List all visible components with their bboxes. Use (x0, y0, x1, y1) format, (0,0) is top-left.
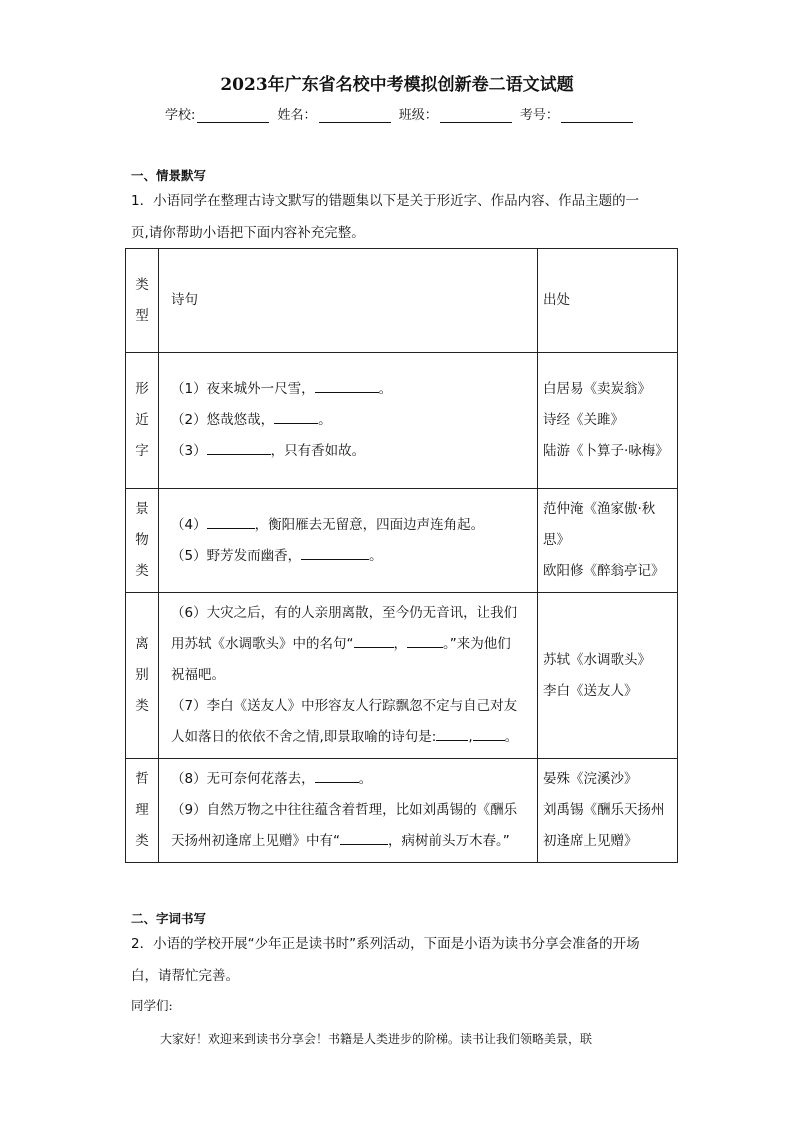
name-label: 姓名： (277, 108, 317, 123)
answer-blank[interactable] (473, 726, 505, 741)
poem-table (125, 248, 678, 863)
speech-greeting: 同学们: (131, 998, 173, 1013)
poem-cell: （4） ，衡阳雁去无留意，四面边声连角起。 （5）野芳发而幽香， 。 (159, 489, 538, 593)
table-row (126, 593, 678, 759)
school-label: 学校: (165, 108, 196, 123)
exam-no-blank (561, 108, 633, 123)
type-cell: 形 近 字 (126, 353, 159, 489)
type-cell: 景 物 类 (126, 489, 159, 593)
question-1-line-2: 页,请你帮助小语把下面内容补充完整。 (131, 225, 365, 241)
header-type-cell: 类 型 (126, 249, 159, 353)
question-2-prompt (131, 928, 671, 992)
answer-blank[interactable] (274, 409, 318, 424)
answer-blank[interactable] (340, 830, 388, 845)
answer-blank[interactable] (301, 545, 369, 560)
poem-cell: （8）无可奈何花落去， 。 （9）自然万物之中往往蕴含着哲理，比如刘禹锡的《酬乐 天扬州初逢席上见赠》中有“ ，病树前头万木春。” (159, 759, 538, 863)
question-1-prompt (131, 185, 671, 249)
source-cell: 范仲淹《渔家傲·秋 思》 欧阳修《醉翁亭记》 (538, 489, 678, 593)
name-blank (319, 108, 391, 123)
answer-blank[interactable] (436, 726, 468, 741)
page-title: 2023年广东省名校中考模拟创新卷二语文试题 (220, 75, 574, 95)
student-info-line (165, 104, 637, 123)
table-row (126, 759, 678, 863)
answer-blank[interactable] (207, 440, 271, 455)
class-label: 班级： (398, 108, 438, 123)
answer-blank[interactable] (354, 633, 394, 648)
type-cell: 离 别 类 (126, 593, 159, 759)
source-cell: 苏轼《水调歌头》 李白《送友人》 (538, 593, 678, 759)
question-2-line-1: 2．小语的学校开展“少年正是读书时”系列活动，下面是小语为读书分享会准备的开场 (131, 936, 640, 952)
exam-no-label: 考号： (519, 108, 559, 123)
table-row (126, 353, 678, 489)
table-header-row (126, 249, 678, 353)
poem-cell: （6）大灾之后，有的人亲朋离散，至今仍无音讯，让我们 用苏轼《水调歌头》中的名句“ ， 。”来为他们 祝福吧。 （7）李白《送友人》中形容友人行踪飘忽不定与自己对友 人如落日的依依不舍之情,即景取喻的诗句是: , 。 (159, 593, 538, 759)
source-cell: 白居易《卖炭翁》 诗经《关雎》 陆游《卜算子·咏梅》 (538, 353, 678, 489)
answer-blank[interactable] (207, 514, 255, 529)
question-1-line-1: 1．小语同学在整理古诗文默写的错题集以下是关于形近字、作品内容、作品主题的一 (131, 193, 640, 209)
type-cell: 哲 理 类 (126, 759, 159, 863)
speech-text: 大家好！欢迎来到读书分享会！书籍是人类进步的阶梯。读书让我们领略美景，联 (160, 1032, 593, 1046)
class-blank (440, 108, 512, 123)
header-poem-cell: 诗句 (159, 249, 538, 353)
source-cell: 晏殊《浣溪沙》 刘禹锡《酬乐天扬州 初逢席上见赠》 (538, 759, 678, 863)
answer-blank[interactable] (407, 633, 443, 648)
section-2-heading: 二、字词书写 (131, 911, 207, 926)
table-row (126, 489, 678, 593)
header-source-cell: 出处 (538, 249, 678, 353)
answer-blank[interactable] (315, 768, 359, 783)
answer-blank[interactable] (315, 378, 379, 393)
section-1-heading: 一、情景默写 (131, 168, 207, 183)
school-blank (197, 108, 269, 123)
poem-cell: （1）夜来城外一尺雪， 。 （2）悠哉悠哉， 。 （3） ，只有香如故。 (159, 353, 538, 489)
question-2-line-2: 白，请帮忙完善。 (131, 968, 239, 984)
